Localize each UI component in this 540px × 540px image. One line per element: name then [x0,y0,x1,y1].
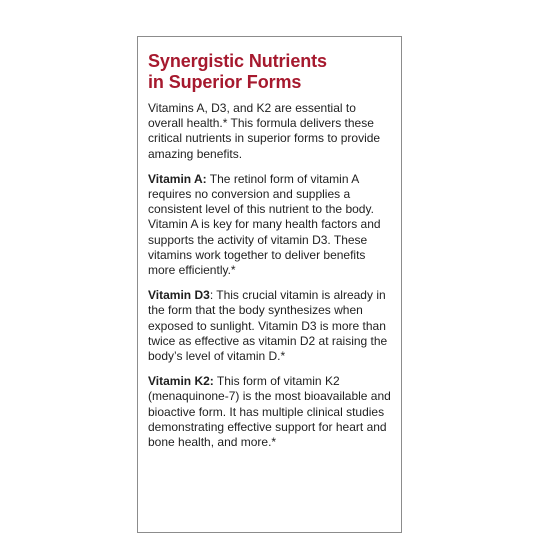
vitamin-k2-line: bioactive form. It has multiple clinical studies [148,404,385,419]
card-title-line-1: Synergistic Nutrients [148,51,327,71]
vitamin-a-line: vitamins work together to deliver benefits [148,247,366,262]
card-title [148,51,391,93]
vitamin-d3-line: the form that the body synthesizes when [148,303,363,318]
vitamin-d3-line: twice as effective as vitamin D2 at raising the [148,333,388,348]
vitamin-k2-line: bone health, and more.* [148,435,277,450]
vitamin-a-line: more efficiently.* [148,263,236,278]
vitamin-a-label: Vitamin A: [148,171,207,186]
vitamin-k2-label: Vitamin K2: [148,374,214,389]
vitamin-a-line: Vitamin A is key for many health factors and [148,217,381,232]
vitamin-d3-line: body’s level of vitamin D.* [148,349,286,364]
vitamin-k2-first-text: This form of vitamin K2 [213,374,340,389]
intro-paragraph [148,101,391,162]
vitamin-k2-first-line [148,374,391,389]
vitamin-a-line: supports the activity of vitamin D3. These [148,232,368,247]
vitamin-k2-line: (menaquinone-7) is the most bioavailable and [148,389,391,404]
vitamin-d3-first-text: : This crucial vitamin is already in [209,288,386,303]
vitamin-k2-paragraph [148,374,391,450]
vitamin-a-first-text: The retinol form of vitamin A [206,171,360,186]
card-title-line-2: in Superior Forms [148,72,302,92]
info-card [137,36,402,533]
intro-line: overall health.* This formula delivers these [148,116,374,131]
vitamin-a-paragraph [148,172,391,278]
vitamin-d3-line: exposed to sunlight. Vitamin D3 is more than [148,318,386,333]
vitamin-a-line: consistent level of this nutrient to the body. [148,202,374,217]
intro-line: critical nutrients in superior forms to provide [148,131,381,146]
vitamin-a-first-line [148,172,391,187]
vitamin-a-line: requires no conversion and supplies a [148,187,351,202]
vitamin-d3-paragraph [148,288,391,364]
intro-line: amazing benefits. [148,146,243,161]
vitamin-d3-label: Vitamin D3 [148,288,210,303]
intro-line: Vitamins A, D3, and K2 are essential to [148,101,356,115]
vitamin-k2-line: demonstrating effective support for heart and [148,419,387,434]
vitamin-d3-first-line [148,288,391,303]
